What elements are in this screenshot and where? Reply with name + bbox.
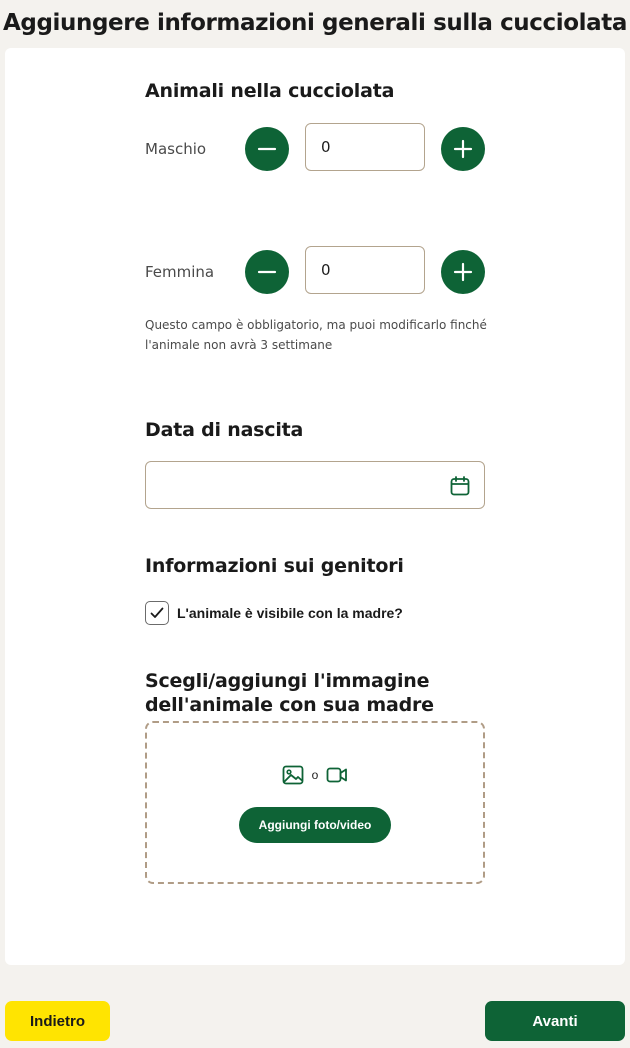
media-section-title: [145, 669, 434, 717]
calendar-icon[interactable]: [449, 475, 471, 497]
add-media-button[interactable]: Aggiungi foto/video: [239, 807, 391, 843]
male-count-input[interactable]: [305, 123, 425, 171]
image-icon: [282, 765, 304, 785]
minus-icon: [257, 262, 277, 282]
visible-with-mother-checkbox[interactable]: [145, 601, 169, 625]
litter-section-title: Animali nella cucciolata: [145, 80, 395, 102]
plus-icon: [453, 139, 473, 159]
media-type-icons: [147, 765, 483, 785]
next-button[interactable]: Avanti: [485, 1001, 625, 1041]
female-increment-button[interactable]: [441, 250, 485, 294]
male-decrement-button[interactable]: [245, 127, 289, 171]
litter-hint-text: Questo campo è obbligatorio, ma puoi modificarlo finché l'animale non avrà 3 settimane: [145, 318, 487, 352]
checkmark-icon: [150, 607, 164, 619]
birth-date-title: Data di nascita: [145, 419, 304, 441]
female-count-input[interactable]: [305, 246, 425, 294]
plus-icon: [453, 262, 473, 282]
visible-with-mother-label: L'animale è visibile con la madre?: [177, 605, 403, 621]
male-increment-button[interactable]: [441, 127, 485, 171]
media-upload-dropzone[interactable]: [145, 721, 485, 884]
back-button[interactable]: Indietro: [5, 1001, 110, 1041]
page-title: Aggiungere informazioni generali sulla cucciolata: [3, 10, 627, 36]
birth-date-input[interactable]: [146, 462, 436, 508]
female-decrement-button[interactable]: [245, 250, 289, 294]
parents-section-title: Informazioni sui genitori: [145, 555, 404, 577]
media-title-line1: Scegli/aggiungi l'immagine: [145, 670, 430, 692]
or-text: o: [311, 768, 319, 782]
visible-with-mother-row: [145, 601, 403, 625]
minus-icon: [257, 139, 277, 159]
male-label: Maschio: [145, 140, 207, 158]
female-label: Femmina: [145, 263, 215, 281]
birth-date-field[interactable]: [145, 461, 485, 509]
media-title-line2: dell'animale con sua madre: [145, 694, 434, 716]
video-icon: [326, 766, 348, 784]
